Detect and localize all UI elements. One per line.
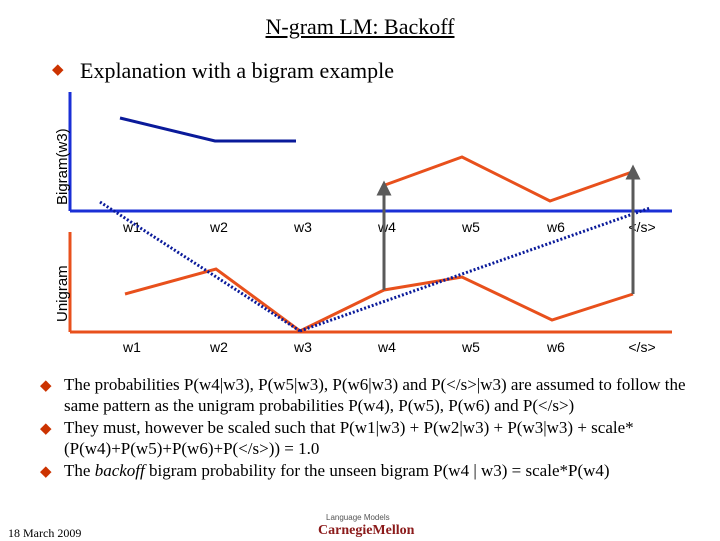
upper-word-w1: w1 (123, 219, 141, 235)
lower-word-w6: w6 (547, 339, 565, 355)
bullet-text: The probabilities P(w4|w3), P(w5|w3), P(w6|w3) and P(</s>|w3) are assumed to follow the same pattern as the unigram probabilities P(w4), P(w5), P(w6) and P(</s>) (64, 375, 686, 415)
upper-word-w5: w5 (462, 219, 480, 235)
seen-bigram-line (120, 118, 296, 141)
bullet-marker: ◆ (40, 421, 52, 437)
lower-word-w3: w3 (294, 339, 312, 355)
bullet-item-1 (40, 375, 708, 416)
lower-word-w2: w2 (210, 339, 228, 355)
footer-date: 18 March 2009 (8, 526, 82, 540)
unigram-line (125, 269, 633, 331)
lower-word-end: </s> (628, 339, 656, 355)
bullet-item-2 (40, 418, 708, 459)
upper-word-end: </s> (628, 219, 656, 235)
bullet-marker: ◆ (40, 378, 52, 394)
bullet-text-emphasis: backoff (94, 461, 145, 480)
lower-axis-label: Unigram (54, 265, 71, 322)
bullet-list (40, 375, 708, 484)
upper-axis-label: Bigram(w3) (54, 128, 71, 205)
lower-word-w5: w5 (462, 339, 480, 355)
upper-word-w2: w2 (210, 219, 228, 235)
slide-title: N-gram LM: Backoff (265, 14, 455, 39)
bullet-text-before: The (64, 461, 95, 480)
upper-word-w3: w3 (294, 219, 312, 235)
bullet-item-3 (40, 461, 708, 482)
bullet-text: They must, however be scaled such that P(w1|w3) + P(w2|w3) + P(w3|w3) + scale*(P(w4)+P(w5)+P(w6)+P(</s>)) = 1.0 (64, 418, 634, 458)
upper-word-w6: w6 (547, 219, 565, 235)
lower-word-w1: w1 (123, 339, 141, 355)
lower-word-labels (122, 339, 656, 355)
upper-word-w4: w4 (378, 219, 396, 235)
subtitle: Explanation with a bigram example (80, 58, 395, 83)
bullet-marker: ◆ (52, 62, 64, 78)
footer-source: Language Models (326, 513, 390, 522)
scaled-backoff-line (385, 157, 632, 201)
bullet-marker: ◆ (40, 464, 52, 480)
footer-logo: CarnegieMellon (318, 523, 415, 538)
bullet-text-after: bigram probability for the unseen bigram P(w4 | w3) = scale*P(w4) (144, 461, 610, 480)
lower-word-w4: w4 (378, 339, 396, 355)
